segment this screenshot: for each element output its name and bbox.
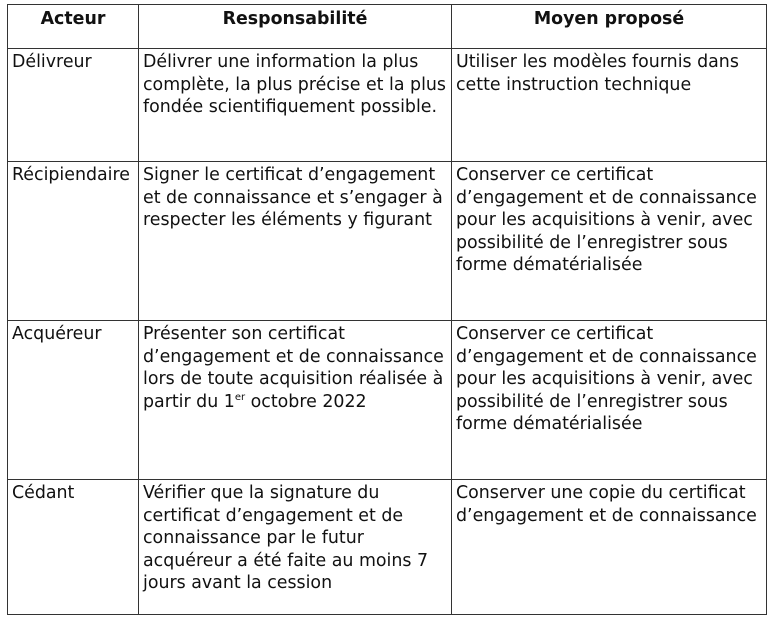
cell-acteur: Cédant: [8, 480, 139, 615]
responsabilite-text: Présenter son certificat d’engagement et de connaissance lors de toute acquisition réalisée à partir du 1: [143, 324, 444, 412]
header-responsabilite: Responsabilité: [139, 5, 452, 49]
cell-responsabilite: [139, 321, 452, 480]
cell-acteur: Délivreur: [8, 49, 139, 162]
cell-responsabilite: Délivrer une information la plus complète, la plus précise et la plus fondée scientifiquement possible.: [139, 49, 452, 162]
table-row: [8, 49, 767, 162]
ordinal-superscript: er: [234, 391, 246, 403]
cell-acteur: Acquéreur: [8, 321, 139, 480]
cell-responsabilite: Signer le certificat d’engagement et de connaissance et s’engager à respecter les éléments y figurant: [139, 162, 452, 321]
cell-moyen: Conserver ce certificat d’engagement et de connaissance pour les acquisitions à venir, avec possibilité de l’enregistrer sous forme dématérialisée: [452, 321, 767, 480]
cell-acteur: [8, 162, 139, 321]
table-row: [8, 162, 767, 321]
responsabilite-text-end: octobre 2022: [245, 391, 367, 412]
cell-moyen: Utiliser les modèles fournis dans cette instruction technique: [452, 49, 767, 162]
table-row: [8, 321, 767, 480]
cell-moyen: Conserver ce certificat d’engagement et de connaissance pour les acquisitions à venir, avec possibilité de l’enregistrer sous forme dématérialisée: [452, 162, 767, 321]
cell-moyen: Conserver une copie du certificat d’engagement et de connaissance: [452, 480, 767, 615]
responsibility-table: [7, 4, 767, 615]
header-acteur: Acteur: [8, 5, 139, 49]
cell-responsabilite: Vérifier que la signature du certificat d’engagement et de connaissance par le futur acquéreur a été faite au moins 7 jours avant la cession: [139, 480, 452, 615]
table-row: [8, 480, 767, 615]
acteur-text: Récipiendaire: [12, 165, 130, 185]
table-header-row: [8, 5, 767, 49]
header-moyen: Moyen proposé: [452, 5, 767, 49]
